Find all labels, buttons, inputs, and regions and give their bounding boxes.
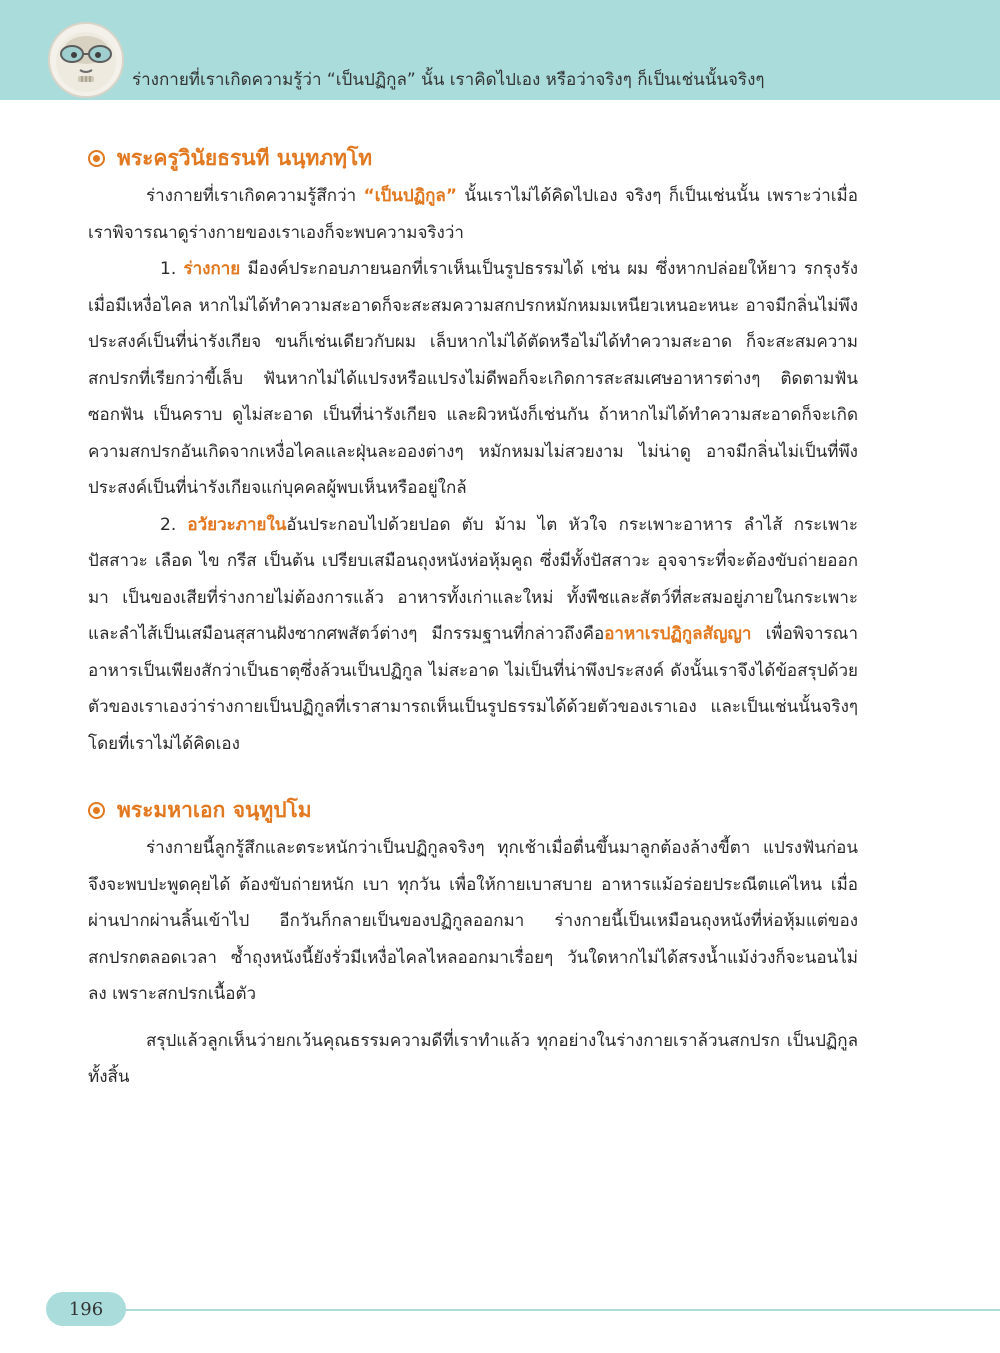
paragraph: [88, 507, 858, 763]
paragraph: ร่างกายนี้ลูกรู้สึกและตระหนักว่าเป็นปฏิกูลจริงๆ ทุกเช้าเมื่อตื่นขึ้นมาลูกต้องล้างขี้ตา แปรงฟันก่อนจึงจะพบปะพูดคุยได้ ต้องขับถ่ายหนัก เบา ทุกวัน เพื่อให้กายเบาสบาย อาหารแม้อร่อยประณีตแค่ไหน เมื่อผ่านปากผ่านลิ้นเข้าไป อีกวันก็กลายเป็นของปฏิกูลออกมา ร่างกายนี้เป็นเหมือนถุงหนังที่ห่อหุ้มแต่ของสกปรกตลอดเวลา ซ้ำถุงหนังนี้ยังรั่วมีเหงื่อไคลไหลออกมาเรื่อยๆ วันใดหากไม่ได้สรงน้ำแม้ง่วงก็จะนอนไม่ลง เพราะสกปรกเนื้อตัว: [88, 838, 858, 1004]
highlighted-term: อาหาเรปฏิกูลสัญญา: [604, 624, 752, 644]
section-heading: [88, 138, 858, 178]
highlighted-term: ร่างกาย: [183, 259, 241, 279]
footer-rule: [120, 1309, 1000, 1311]
highlighted-term: “เป็นปฏิกูล”: [363, 186, 458, 206]
paragraph-text: มีองค์ประกอบภายนอกที่เราเห็นเป็นรูปธรรมได้ เช่น ผม ซึ่งหากปล่อยให้ยาว รกรุงรัง เมื่อมีเหงื่อไคล หากไม่ได้ทำความสะอาดก็จะสะสมความสกปรกหมักหมมเหนียวเหนอะหนะ อาจมีกลิ่นไม่พึงประสงค์เป็นที่น่ารังเกียจ ขนก็เช่นเดียวกับผม เล็บหากไม่ได้ตัดหรือไม่ได้ทำความสะอาด ก็จะสะสมความสกปรกที่เรียกว่าขี้เล็บ ฟันหากไม่ได้แปรงหรือแปรงไม่ดีพอก็จะเกิดการสะสมเศษอาหารต่างๆ ติดตามฟัน ซอกฟัน เป็นคราบ ดูไม่สะอาด เป็นที่น่ารังเกียจ และผิวหนังก็เช่นกัน ถ้าหากไม่ได้ทำความสะอาดก็จะเกิดความสกปรกอันเกิดจากเหงื่อไคลและฝุ่นละอองต่างๆ หมักหมมไม่สวยงาม ไม่น่าดู อาจมีกลิ่นไม่เป็นที่พึงประสงค์เป็นที่น่ารังเกียจแก่บุคคลผู้พบเห็นหรืออยู่ใกล้: [88, 259, 858, 498]
paragraph: [88, 178, 858, 251]
section-heading-text: พระมหาเอก จนฺทูปโม: [117, 797, 312, 822]
skull-with-glasses-icon: [48, 22, 124, 98]
target-bullet-icon: [88, 150, 105, 167]
paragraph: สรุปแล้วลูกเห็นว่ายกเว้นคุณธรรมความดีที่เราทำแล้ว ทุกอย่างในร่างกายเราล้วนสกปรก เป็นปฏิกูลทั้งสิ้น: [88, 1030, 858, 1087]
list-number: 1.: [160, 259, 184, 279]
paragraph: [88, 251, 858, 507]
paragraph-text: อันประกอบไปด้วยปอด ตับ ม้าม ไต หัวใจ กระเพาะอาหาร ลำไส้ กระเพาะปัสสาวะ เลือด ไข กรีส เป็นต้น เปรียบเสมือนถุงหนังห่อหุ้มคูถ ซึ่งมีทั้งปัสสาวะ อุจจาระที่จะต้องขับถ่ายออกมา เป็นของเสียที่ร่างกายไม่ต้องการแล้ว อาหารทั้งเก่าและใหม่ ทั้งพืชและสัตว์ที่สะสมอยู่ภายในกระเพาะและลำไส้เป็นเสมือนสุสานฝังซากศพสัตว์ต่างๆ มีกรรมฐานที่กล่าวถึงคือ: [88, 514, 858, 644]
target-bullet-icon: [88, 802, 105, 819]
list-number: 2.: [160, 514, 188, 535]
highlighted-term: อวัยวะภายใน: [187, 514, 287, 535]
running-header-title: ร่างกายที่เราเกิดความรู้ว่า “เป็นปฏิกูล” นั้น เราคิดไปเอง หรือว่าจริงๆ ก็เป็นเช่นนั้นจริงๆ: [132, 70, 765, 90]
paragraph-text: ร่างกายที่เราเกิดความรู้สึกว่า: [146, 186, 364, 206]
page-content: [88, 138, 858, 1096]
page-number: 196: [46, 1292, 126, 1326]
paragraph-text: เพื่อพิจารณาอาหารเป็นเพียงสักว่าเป็นธาตุซึ่งล้วนเป็นปฏิกูล ไม่สะอาด ไม่เป็นที่น่าพึงประสงค์ ดังนั้นเราจึงได้ข้อสรุปด้วยตัวของเราเองว่าร่างกายเป็นปฏิกูลที่เราสามารถเห็นเป็นรูปธรรมได้ด้วยตัวของเราเอง และเป็นเช่นนั้นจริงๆ โดยที่เราไม่ได้คิดเอง: [88, 624, 858, 754]
section-heading: [88, 790, 858, 830]
paragraph-text: นั้นเราไม่ได้คิดไปเอง จริงๆ ก็เป็นเช่นนั้น เพราะว่าเมื่อเราพิจารณาดูร่างกายของเราเองก็จะพบความจริงว่า: [88, 186, 858, 243]
section-heading-text: พระครูวินัยธรนที นนฺทภทฺโท: [117, 145, 373, 170]
